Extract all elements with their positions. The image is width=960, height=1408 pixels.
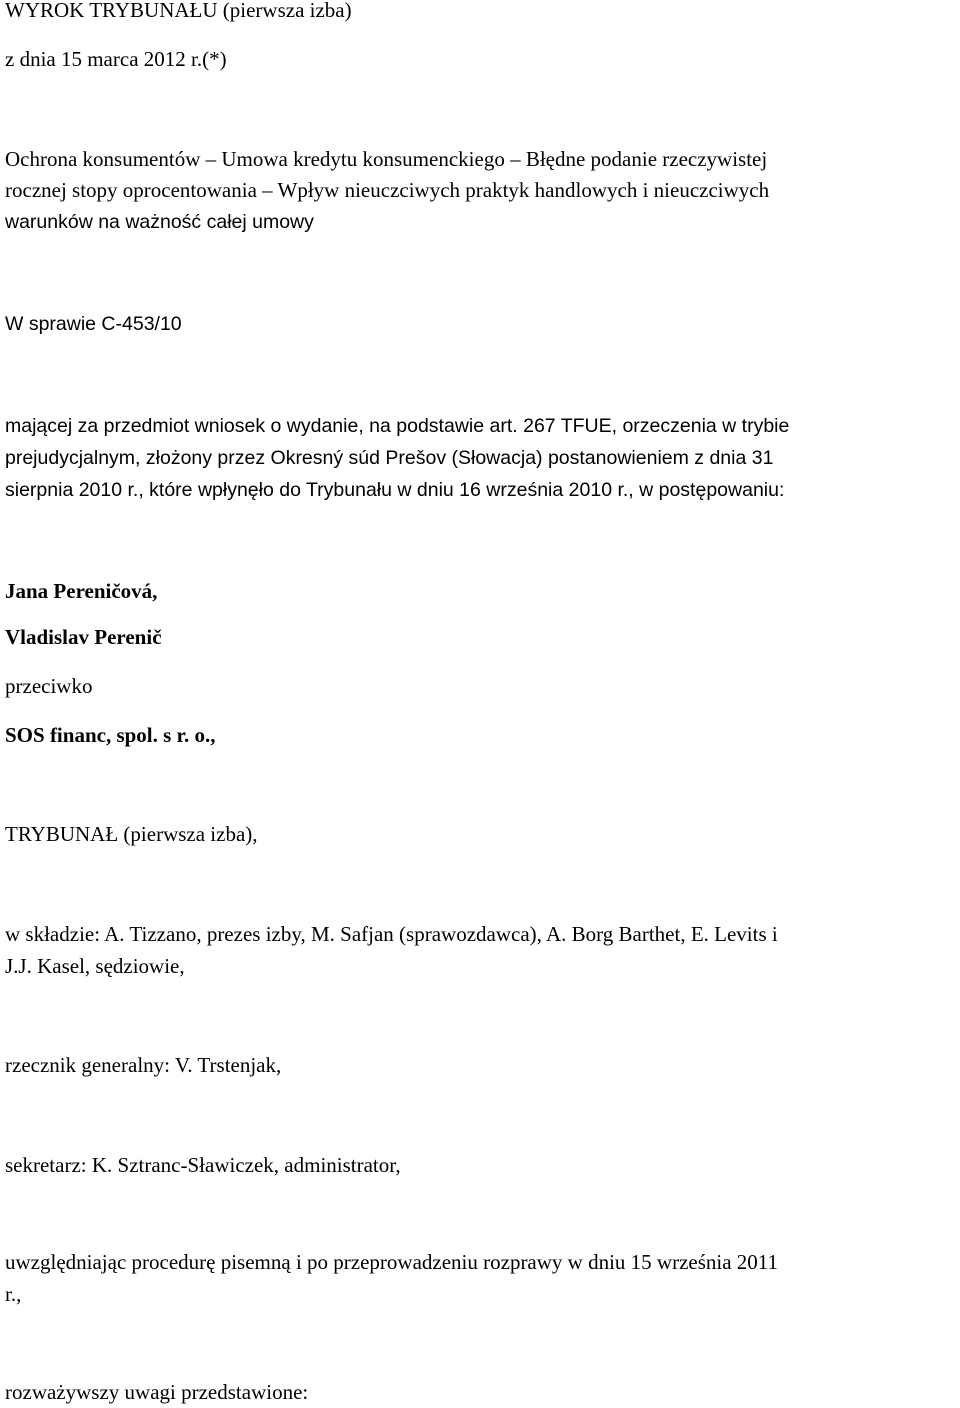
case-reference: W sprawie C‑453/10 [5, 313, 182, 335]
judgment-title: WYROK TRYBUNAŁU (pierwsza izba) [5, 0, 352, 22]
court-composition-line-1: w składzie: A. Tizzano, prezes izby, M. Safjan (sprawozdawca), A. Borg Barthet, E. Levits i [5, 922, 778, 946]
keywords-line-1: Ochrona konsumentów – Umowa kredytu konsumenckiego – Błędne podanie rzeczywistej [5, 147, 768, 171]
procedure-line-2: r., [5, 1282, 22, 1306]
party-applicant-2: Vladislav Perenič [5, 625, 162, 649]
party-versus: przeciwko [5, 674, 93, 698]
keywords-line-3: warunków na ważność całej umowy [5, 211, 314, 233]
reference-request-line-1: mającej za przedmiot wniosek o wydanie, na podstawie art. 267 TFUE, orzeczenia w trybie [5, 415, 790, 437]
keywords-line-2: rocznej stopy oprocentowania – Wpływ nieuczciwych praktyk handlowych i nieuczciwych [5, 178, 770, 202]
procedure-line-1: uwzględniając procedurę pisemną i po przeprowadzeniu rozprawy w dniu 15 września 2011 [5, 1250, 779, 1274]
reference-request-line-3: sierpnia 2010 r., które wpłynęło do Trybunału w dniu 16 września 2010 r., w postępowaniu: [5, 479, 785, 501]
court-composition-line-2: J.J. Kasel, sędziowie, [5, 954, 185, 978]
judgment-date: z dnia 15 marca 2012 r.(*) [5, 47, 227, 71]
party-defendant: SOS financ, spol. s r. o., [5, 723, 216, 747]
advocate-general: rzecznik generalny: V. Trstenjak, [5, 1053, 282, 1077]
registrar: sekretarz: K. Sztranc-Sławiczek, administrator, [5, 1153, 401, 1177]
reference-request-line-2: prejudycjalnym, złożony przez Okresný súd Prešov (Słowacja) postanowieniem z dnia 31 [5, 447, 774, 469]
observations-heading: rozważywszy uwagi przedstawione: [5, 1380, 309, 1404]
party-applicant-1: Jana Pereničová, [5, 579, 158, 603]
court-name: TRYBUNAŁ (pierwsza izba), [5, 822, 258, 846]
